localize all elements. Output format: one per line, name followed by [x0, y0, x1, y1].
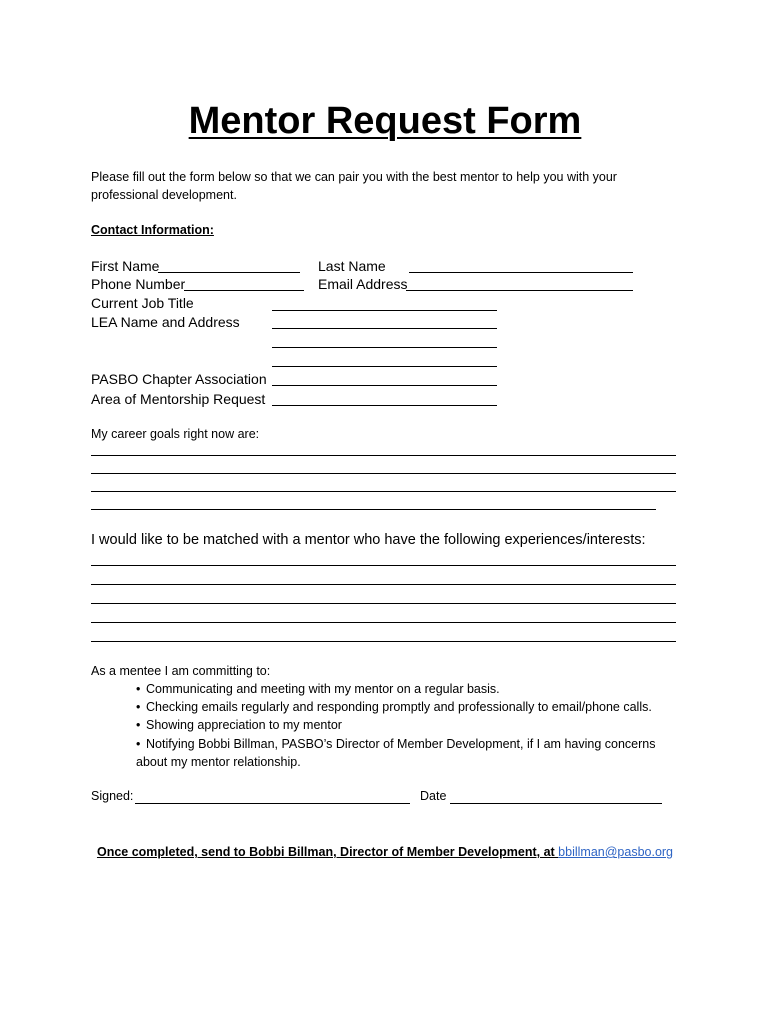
- date-label: Date: [420, 789, 447, 803]
- signed-label: Signed:: [91, 789, 134, 803]
- commitment-intro: As a mentee I am committing to:: [91, 664, 271, 678]
- area-field[interactable]: [272, 405, 497, 406]
- career-goals-line-1[interactable]: [91, 455, 676, 456]
- phone-label: Phone Number: [91, 276, 186, 292]
- match-line-5[interactable]: [91, 641, 676, 642]
- signature-field[interactable]: [135, 803, 410, 804]
- last-name-field[interactable]: [409, 272, 633, 273]
- match-label: I would like to be matched with a mentor who have the following experiences/interests:: [91, 532, 646, 548]
- chapter-field[interactable]: [272, 385, 497, 386]
- career-goals-label: My career goals right now are:: [91, 427, 260, 441]
- commitment-item: • Communicating and meeting with my mentor on a regular basis.: [136, 682, 500, 696]
- date-field[interactable]: [450, 803, 662, 804]
- lea-label: LEA Name and Address: [91, 314, 240, 330]
- footer-text: Once completed, send to Bobbi Billman, Director of Member Development, at: [96, 845, 559, 859]
- commitment-item: • Notifying Bobbi Billman, PASBO’s Director of Member Development, if I am having concerns: [136, 737, 656, 751]
- match-line-3[interactable]: [91, 603, 676, 604]
- area-label: Area of Mentorship Request: [91, 391, 266, 407]
- career-goals-line-3[interactable]: [91, 491, 676, 492]
- footer-instruction: [0, 845, 770, 859]
- email-label: Email Address: [318, 276, 408, 292]
- match-line-2[interactable]: [91, 584, 676, 585]
- chapter-label: PASBO Chapter Association: [91, 371, 267, 387]
- commitment-item: • Checking emails regularly and responding promptly and professionally to email/phone calls.: [136, 700, 652, 714]
- job-title-field[interactable]: [272, 310, 497, 311]
- career-goals-line-2[interactable]: [91, 473, 676, 474]
- first-name-field[interactable]: [158, 272, 300, 273]
- footer-email-link[interactable]: bbillman@pasbo.org: [558, 845, 674, 859]
- contact-heading: Contact Information:: [91, 223, 214, 237]
- career-goals-line-4[interactable]: [91, 509, 656, 510]
- match-line-4[interactable]: [91, 622, 676, 623]
- phone-field[interactable]: [184, 290, 304, 291]
- email-field[interactable]: [406, 290, 633, 291]
- job-title-label: Current Job Title: [91, 295, 194, 311]
- lea-field-1[interactable]: [272, 328, 497, 329]
- first-name-label: First Name: [91, 258, 160, 274]
- match-line-1[interactable]: [91, 565, 676, 566]
- page-title: Mentor Request Form: [188, 100, 582, 142]
- intro-line-2: professional development.: [91, 188, 237, 202]
- last-name-label: Last Name: [318, 258, 386, 274]
- lea-field-3[interactable]: [272, 366, 497, 367]
- lea-field-2[interactable]: [272, 347, 497, 348]
- intro-line-1: Please fill out the form below so that we can pair you with the best mentor to help you with your: [91, 170, 617, 184]
- commitment-item: • Showing appreciation to my mentor: [136, 718, 342, 732]
- commitment-item-cont: about my mentor relationship.: [136, 755, 301, 769]
